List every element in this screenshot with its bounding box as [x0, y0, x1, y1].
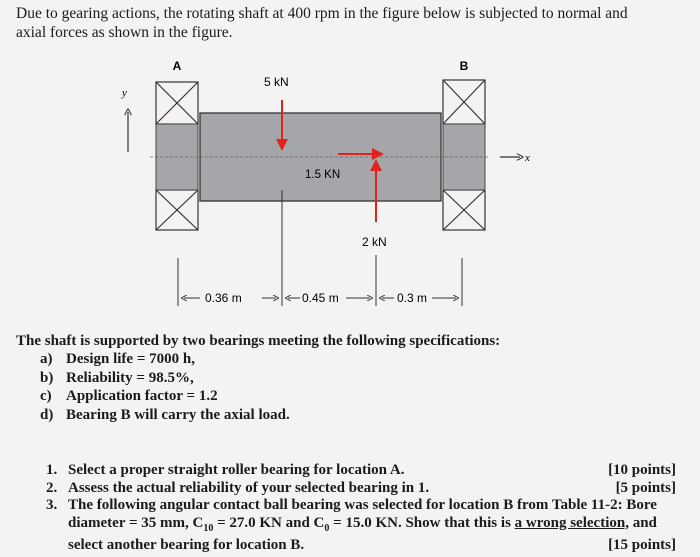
spec-text: Design life = 7000 h, [66, 351, 195, 367]
shaft [150, 113, 490, 201]
question-text-b: : Bore diameter = 35 mm, C [68, 497, 657, 531]
question-text-a: The following angular contact ball bearing was selected for location B from [68, 497, 552, 513]
force-2kn-label: 2 kN [362, 235, 387, 249]
x-axis-label: x [525, 152, 530, 164]
question-text: Assess the actual reliability of your selected bearing in 1. [68, 479, 430, 496]
question-points: [5 points] [615, 479, 676, 496]
spec-item [40, 350, 290, 369]
spec-label: a) [40, 351, 53, 367]
dim-036-label: 0.36 m [205, 291, 242, 305]
spec-label: d) [40, 407, 54, 424]
force-15kn-label: 1.5 KN [305, 169, 341, 181]
subscript-10: 10 [203, 522, 214, 534]
question-list [46, 462, 686, 555]
spec-item [40, 406, 290, 425]
dim-045-label: 0.45 m [302, 291, 339, 305]
y-axis-label: y [122, 87, 127, 99]
force-5kn-label: 5 kN [264, 75, 289, 89]
intro-line-2: axial forces as shown in the figure. [16, 24, 233, 41]
spec-label: b) [40, 369, 54, 386]
question-2 [46, 480, 686, 498]
spec-text: Reliability = 98.5%, [66, 369, 194, 386]
dim-03-label: 0.3 m [397, 291, 428, 305]
wrong-selection-emphasis: a wrong selection, [514, 514, 629, 531]
intro-line-1: Due to gearing actions, the rotating shaft at 400 rpm in the figure below is subjected to normal and [16, 5, 628, 22]
spec-label: c) [40, 388, 52, 405]
table-reference: Table 11-2 [551, 497, 618, 513]
support-heading: The shaft is supported by two bearings meeting the following specifications: [16, 333, 501, 349]
bearing-a-label: A [172, 59, 182, 73]
bearing-b-label: B [459, 59, 469, 73]
question-number: 3. [46, 497, 58, 513]
question-text-c: = 27.0 KN and C [213, 514, 325, 531]
question-text-d: = 15.0 KN. Show that this is [329, 514, 515, 531]
question-points: [10 points] [608, 462, 676, 478]
dimension-lines [178, 190, 462, 306]
question-3 [46, 497, 686, 555]
question-number: 2. [46, 479, 58, 496]
subscript-0: 0 [324, 522, 330, 534]
spec-text: Bearing B will carry the axial load. [66, 407, 290, 424]
question-number: 1. [46, 462, 58, 478]
spec-list [40, 350, 290, 425]
spec-item [40, 387, 290, 406]
spec-item [40, 369, 290, 388]
question-text-e: and select another bearing for location B. [68, 514, 657, 553]
spec-text: Application factor = 1.2 [66, 388, 218, 405]
question-text: Select a proper straight roller bearing for location A. [68, 462, 405, 478]
question-points: [15 points] [608, 537, 676, 553]
question-1 [46, 462, 686, 480]
